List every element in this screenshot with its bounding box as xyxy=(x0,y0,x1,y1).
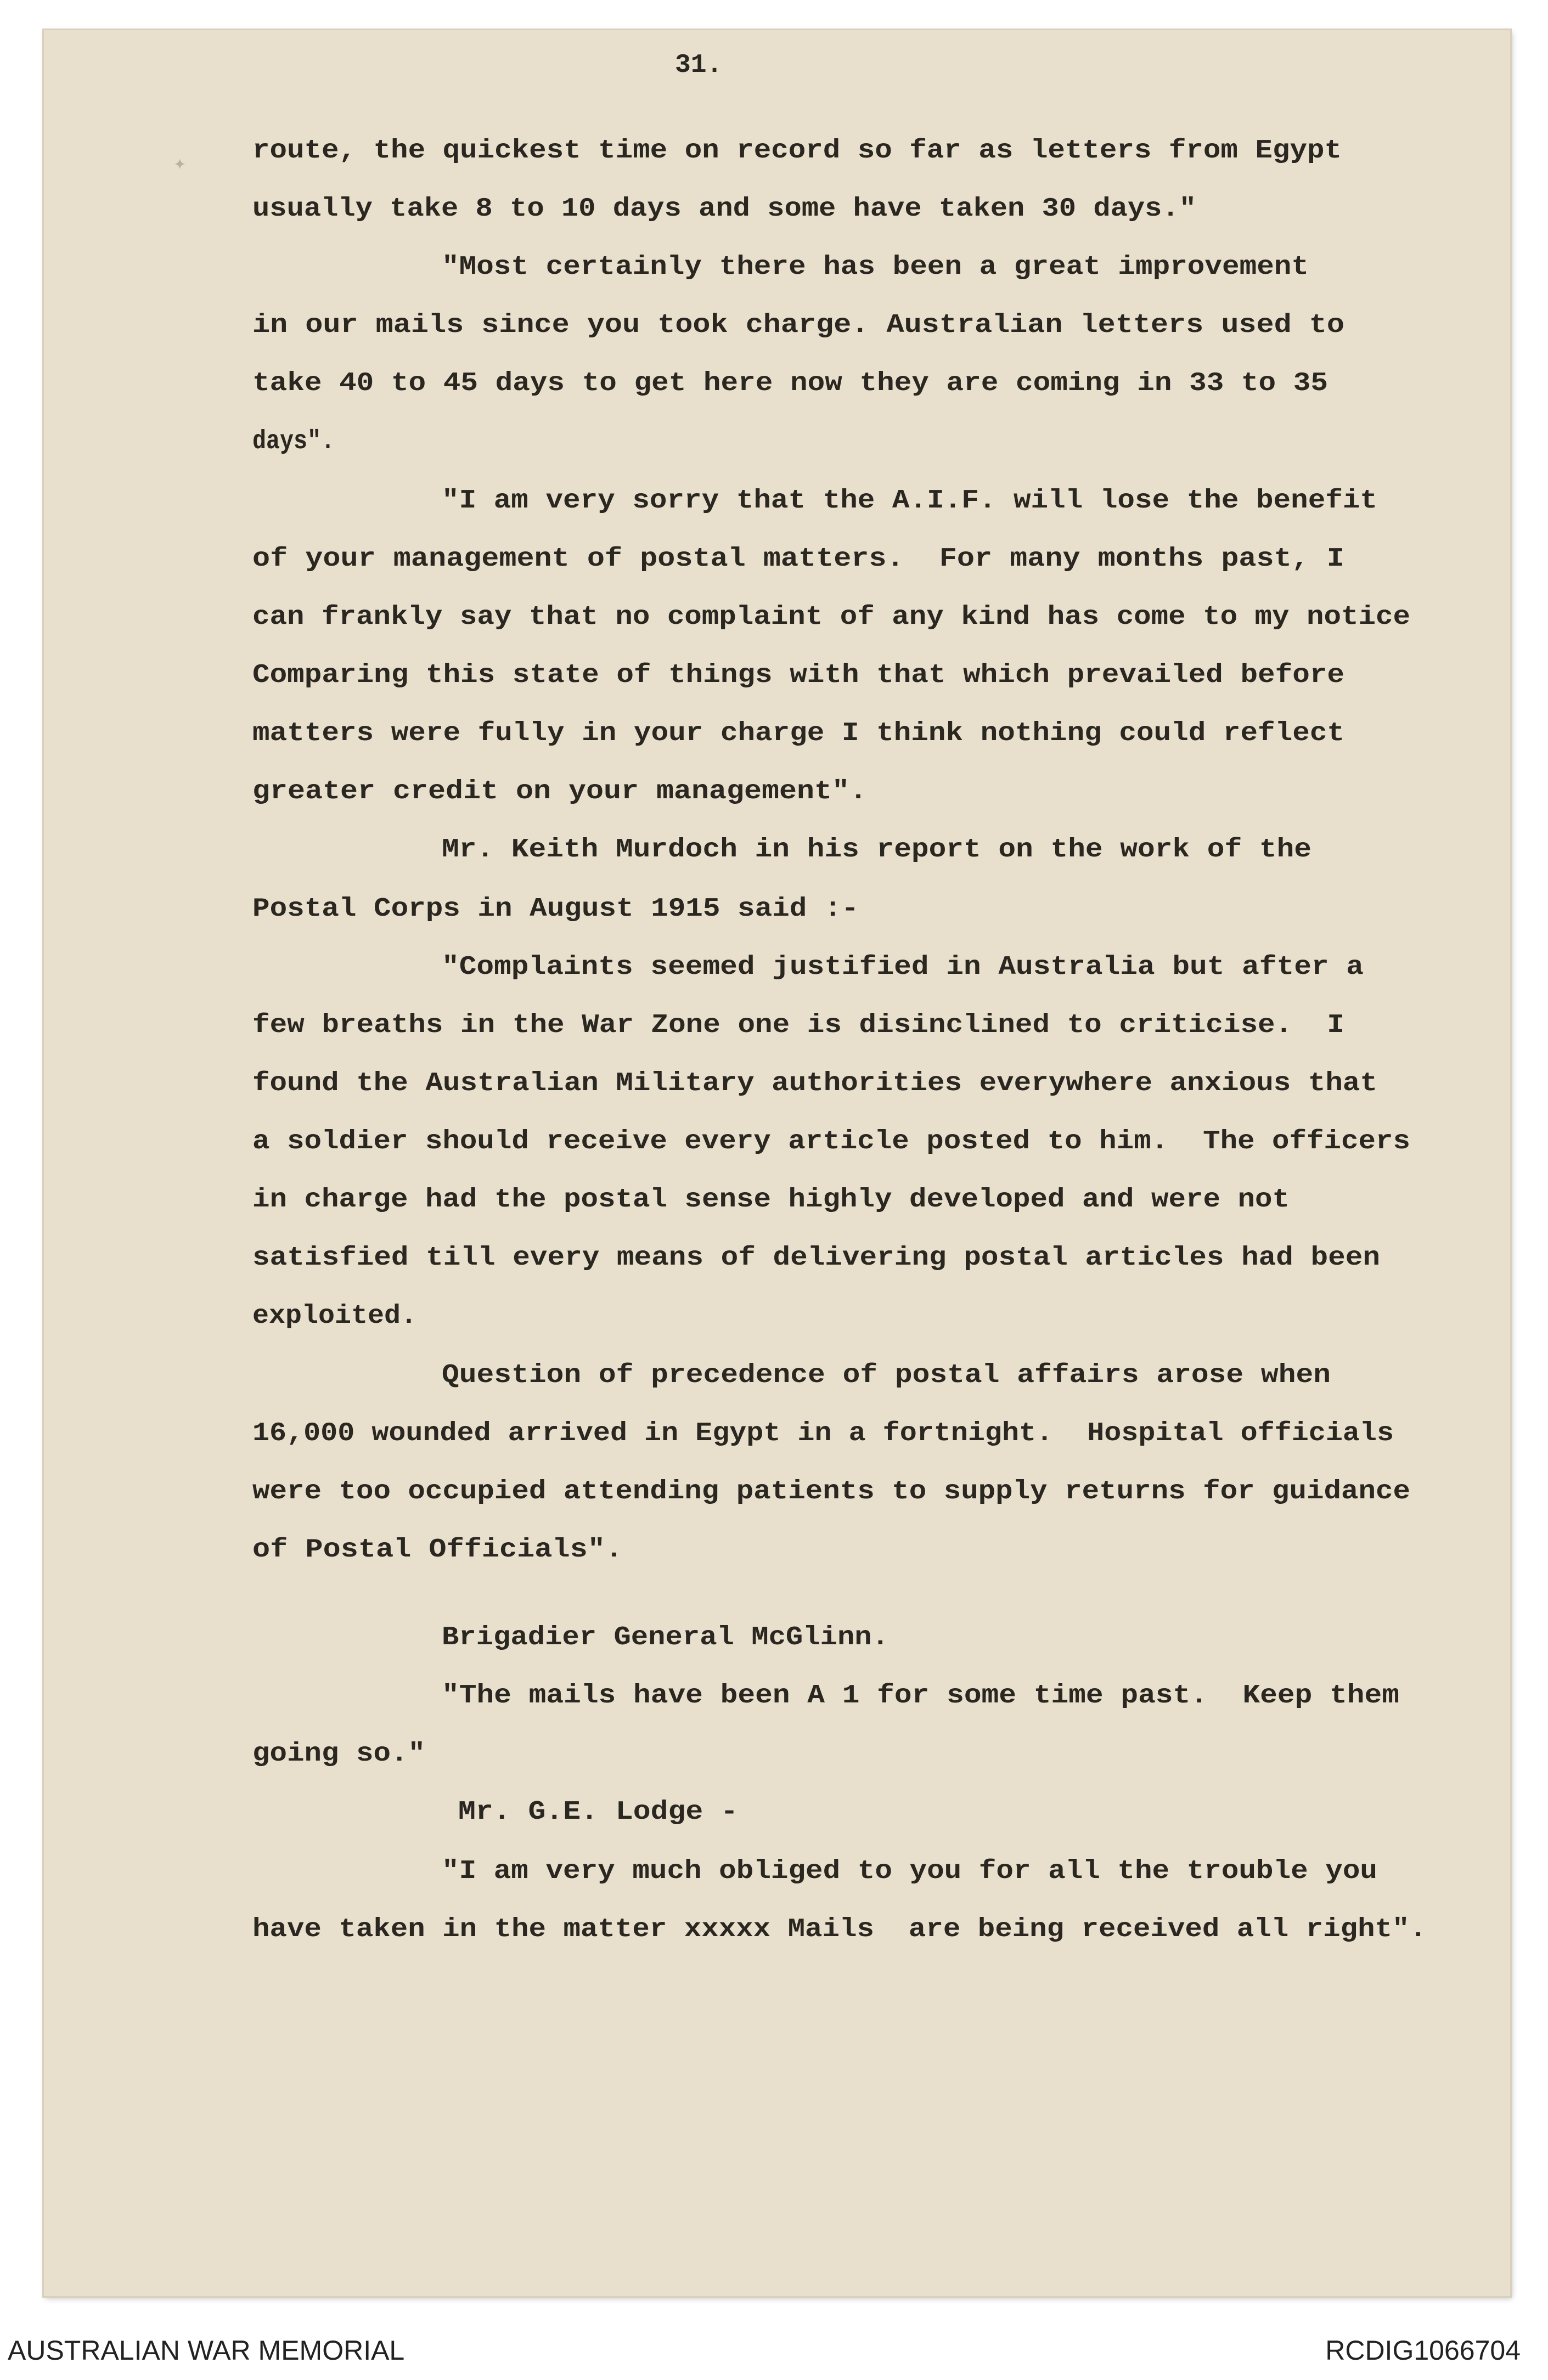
text-line: Question of precedence of postal affairs arose when xyxy=(442,1361,1331,1390)
text-line: "I am very sorry that the A.I.F. will lose the benefit xyxy=(442,486,1377,516)
text-line: "I am very much obliged to you for all the trouble you xyxy=(442,1857,1377,1886)
text-line: of Postal Officials". xyxy=(252,1535,623,1565)
page-number: 31. xyxy=(675,50,723,80)
text-line: have taken in the matter xxxxx Mails are being received all right". xyxy=(252,1915,1427,1944)
text-line: satisfied till every means of delivering postal articles had been xyxy=(252,1243,1380,1273)
text-line: exploited. xyxy=(252,1301,417,1331)
text-line: Mr. Keith Murdoch in his report on the work of the xyxy=(442,835,1311,865)
text-line: of your management of postal matters. For many months past, I xyxy=(252,544,1344,574)
text-line: days". xyxy=(252,427,335,456)
text-line: greater credit on your management". xyxy=(252,777,867,807)
text-line: route, the quickest time on record so far as letters from Egypt xyxy=(252,136,1342,166)
text-line: matters were fully in your charge I think nothing could reflect xyxy=(252,719,1344,748)
text-line: can frankly say that no complaint of any kind has come to my notice xyxy=(252,602,1410,632)
text-line: a soldier should receive every article posted to him. The officers xyxy=(252,1127,1410,1157)
text-line: Mr. G.E. Lodge - xyxy=(458,1797,738,1827)
paper-speck-mark: ✦ xyxy=(173,155,187,173)
text-line: were too occupied attending patients to supply returns for guidance xyxy=(252,1477,1410,1507)
text-line: take 40 to 45 days to get here now they are coming in 33 to 35 xyxy=(252,369,1328,398)
text-line: "The mails have been A 1 for some time past. Keep them xyxy=(442,1681,1399,1711)
text-line: "Most certainly there has been a great improvement xyxy=(442,252,1309,282)
text-line: found the Australian Military authorities everywhere anxious that xyxy=(252,1069,1377,1098)
text-line: in charge had the postal sense highly developed and were not xyxy=(252,1185,1290,1215)
text-line: few breaths in the War Zone one is disinclined to criticise. I xyxy=(252,1011,1344,1040)
footer-record-id: RCDIG1066704 xyxy=(1325,2335,1521,2366)
text-line: Brigadier General McGlinn. xyxy=(442,1623,889,1653)
text-line: 16,000 wounded arrived in Egypt in a fortnight. Hospital officials xyxy=(252,1419,1394,1448)
text-line: usually take 8 to 10 days and some have taken 30 days." xyxy=(252,194,1196,224)
text-line: Comparing this state of things with that which prevailed before xyxy=(252,661,1344,690)
footer-archive-name: AUSTRALIAN WAR MEMORIAL xyxy=(8,2335,405,2366)
text-line: Postal Corps in August 1915 said :- xyxy=(252,894,859,924)
text-line: in our mails since you took charge. Australian letters used to xyxy=(252,311,1344,340)
text-line: going so." xyxy=(252,1739,425,1769)
text-line: "Complaints seemed justified in Australia but after a xyxy=(442,952,1364,982)
